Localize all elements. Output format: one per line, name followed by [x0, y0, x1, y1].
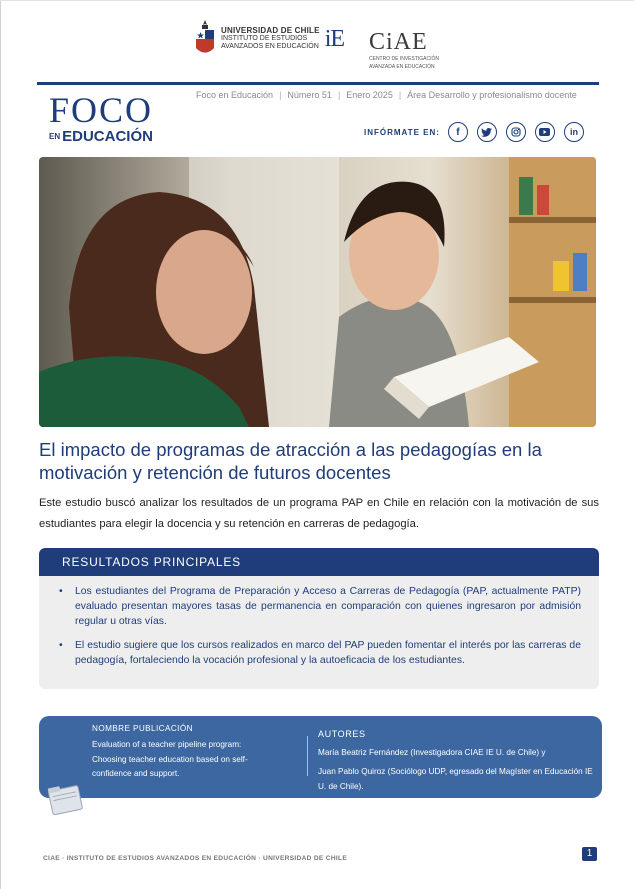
ciae-sub-2: AVANZADA EN EDUCACIÓN — [369, 64, 435, 70]
twitter-glyph — [481, 128, 492, 137]
list-item — [59, 584, 581, 629]
author-1: María Beatriz Fernández (Investigadora CIAE IE U. de Chile) y — [318, 748, 546, 757]
meta-number: Número 51 — [287, 90, 332, 100]
social-links — [364, 122, 593, 142]
hero-illustration — [39, 157, 596, 427]
ciae-sub-1: CENTRO DE INVESTIGACIÓN — [369, 56, 440, 62]
bullet-icon: • — [59, 640, 63, 651]
hero-photo — [39, 157, 596, 427]
uchile-name: UNIVERSIDAD DE CHILE — [221, 26, 320, 35]
meta-series: Foco en Educación — [196, 90, 274, 100]
publication-box — [39, 716, 602, 798]
meta-separator: | — [279, 90, 282, 100]
uchile-sub-2: AVANZADOS EN EDUCACIÓN — [221, 43, 319, 50]
masthead-foco: FOCO — [49, 90, 154, 130]
folder-icon — [47, 780, 85, 816]
publication-title: Evaluation of a teacher pipeline program: Choosing teacher education based on self-confidence and support. — [92, 740, 248, 778]
youtube-glyph — [539, 128, 550, 136]
result-text: Los estudiantes del Programa de Preparación y Acceso a Carreras de Pedagogía (PAP, actualmente PATP) evaluado presentan mayores tasas de permanencia en comparación con quienes ingresaron por admisión regular u otras vías. — [75, 586, 581, 627]
publication-divider — [307, 736, 308, 776]
linkedin-glyph: in — [569, 127, 578, 137]
authors-label: AUTORES — [318, 729, 366, 739]
result-text: El estudio sugiere que los cursos realizados en marco del PAP pueden fomentar el interés por las carreras de pedagogía, fortaleciendo la vocación profesional y la autoeficacia de los estudiantes. — [75, 640, 581, 666]
ciae-name: CiAE — [369, 29, 428, 55]
results-list — [39, 576, 599, 668]
masthead-educacion-word: EDUCACIÓN — [62, 128, 153, 145]
ie-logo — [325, 26, 344, 53]
article-intro: Este estudio buscó analizar los resultados de un programa PAP en Chile en relación con la motivación de sus estudiantes para elegir la docencia y su retención en carreras de pedagogía. — [39, 497, 599, 530]
uchile-logo — [195, 20, 344, 58]
results-heading: RESULTADOS PRINCIPALES — [39, 548, 599, 576]
masthead-en: EN — [49, 132, 61, 142]
author-2: Juan Pablo Quiroz (Sociólogo UDP, egresado del Magíster en Educación IE U. de Chile). — [318, 767, 593, 791]
facebook-icon[interactable] — [448, 122, 468, 142]
header-rule — [37, 82, 599, 85]
meta-date: Enero 2025 — [346, 90, 393, 100]
page-border — [0, 0, 1, 889]
bullet-icon: • — [59, 586, 63, 597]
footer-text: CIAE · INSTITUTO DE ESTUDIOS AVANZADOS EN EDUCACIÓN · UNIVERSIDAD DE CHILE — [43, 855, 348, 862]
article-title: El impacto de programas de atracción a las pedagogías en la motivación y retención de futuros docentes — [39, 439, 542, 483]
uchile-seal-icon — [195, 20, 215, 58]
uchile-wordmark — [221, 27, 320, 51]
meta-area: Área Desarrollo y profesionalismo docente — [407, 90, 577, 100]
list-item — [59, 638, 581, 668]
twitter-icon[interactable] — [477, 122, 497, 142]
linkedin-icon[interactable] — [564, 122, 584, 142]
youtube-icon[interactable] — [535, 122, 555, 142]
social-label: INFÓRMATE EN: — [364, 127, 440, 137]
meta-separator: | — [398, 90, 402, 100]
meta-separator: | — [337, 90, 341, 100]
ciae-logo — [369, 30, 439, 70]
results-box — [39, 548, 599, 689]
ie-logo-i: i — [324, 25, 331, 52]
issue-meta — [196, 90, 577, 100]
uchile-sub-1: INSTITUTO DE ESTUDIOS — [221, 35, 308, 42]
instagram-icon[interactable] — [506, 122, 526, 142]
ie-logo-e: E — [330, 25, 345, 52]
facebook-glyph: f — [456, 126, 460, 138]
page-border-top — [0, 0, 634, 1]
instagram-glyph — [511, 127, 521, 137]
page-number: 1 — [582, 847, 597, 861]
publication-label: NOMBRE PUBLICACIÓN — [92, 724, 193, 733]
masthead-educacion — [49, 128, 153, 146]
